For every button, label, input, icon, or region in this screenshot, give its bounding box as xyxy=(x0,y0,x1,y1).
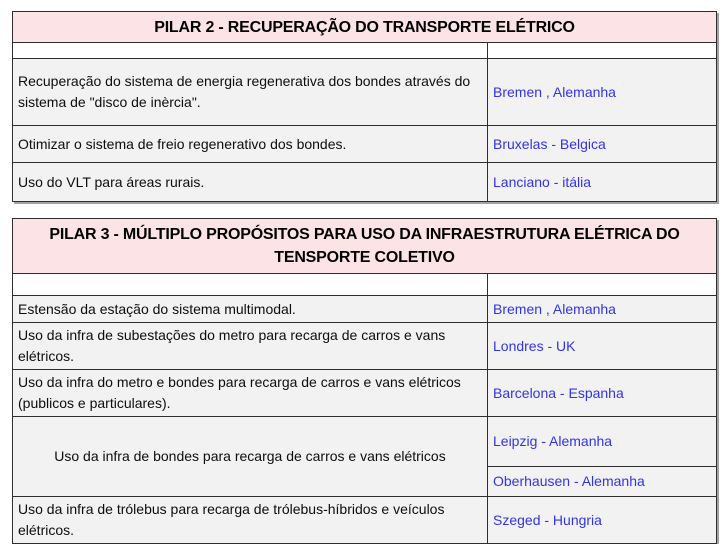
table-row xyxy=(13,219,717,274)
activity-cell: Uso do VLT para áreas rurais. xyxy=(13,163,488,202)
empty-cell xyxy=(13,43,488,59)
pilar-2-title: PILAR 2 - RECUPERAÇÃO DO TRANSPORTE ELÉTRICO xyxy=(13,12,717,43)
location-cell: Barcelona - Espanha xyxy=(488,370,717,417)
activity-cell: Uso da infra do metro e bondes para recarga de carros e vans elétricos (publicos e particulares). xyxy=(13,370,488,417)
table-row xyxy=(13,417,717,467)
activity-cell: Otimizar o sistema de freio regenerativo dos bondes. xyxy=(13,126,488,163)
table-row xyxy=(13,126,717,163)
table-row xyxy=(13,43,717,59)
table-row xyxy=(13,59,717,126)
activity-cell: Uso da infra de subestações do metro para recarga de carros e vans elétricos. xyxy=(13,323,488,370)
table-row xyxy=(13,497,717,544)
empty-cell xyxy=(13,274,488,296)
empty-cell xyxy=(488,43,717,59)
table-row xyxy=(13,163,717,202)
table-row xyxy=(13,370,717,417)
location-cell: Bremen , Alemanha xyxy=(488,59,717,126)
location-cell: Leipzig - Alemanha xyxy=(488,417,717,467)
activity-cell: Estensão da estação do sistema multimodal. xyxy=(13,296,488,323)
activity-cell: Uso da infra de bondes para recarga de carros e vans elétricos xyxy=(13,417,488,497)
pilar-3-title: PILAR 3 - MÚLTIPLO PROPÓSITOS PARA USO DA INFRAESTRUTURA ELÉTRICA DO TENSPORTE COLETIVO xyxy=(13,219,717,274)
location-cell: Lanciano - itália xyxy=(488,163,717,202)
table-row xyxy=(13,296,717,323)
location-cell: Oberhausen - Alemanha xyxy=(488,467,717,497)
table-row xyxy=(13,274,717,296)
table-row xyxy=(13,323,717,370)
location-cell: Szeged - Hungria xyxy=(488,497,717,544)
activity-cell: Uso da infra de trólebus para recarga de trólebus-híbridos e veículos elétricos. xyxy=(13,497,488,544)
location-cell: Bruxelas - Belgica xyxy=(488,126,717,163)
location-cell: Bremen , Alemanha xyxy=(488,296,717,323)
table-row xyxy=(13,12,717,43)
activity-cell: Recuperação do sistema de energia regenerativa dos bondes através do sistema de "disco de inèrcia". xyxy=(13,59,488,126)
pilar-2-table xyxy=(12,11,717,202)
location-cell: Londres - UK xyxy=(488,323,717,370)
pilar-3-table xyxy=(12,218,717,544)
empty-cell xyxy=(488,274,717,296)
